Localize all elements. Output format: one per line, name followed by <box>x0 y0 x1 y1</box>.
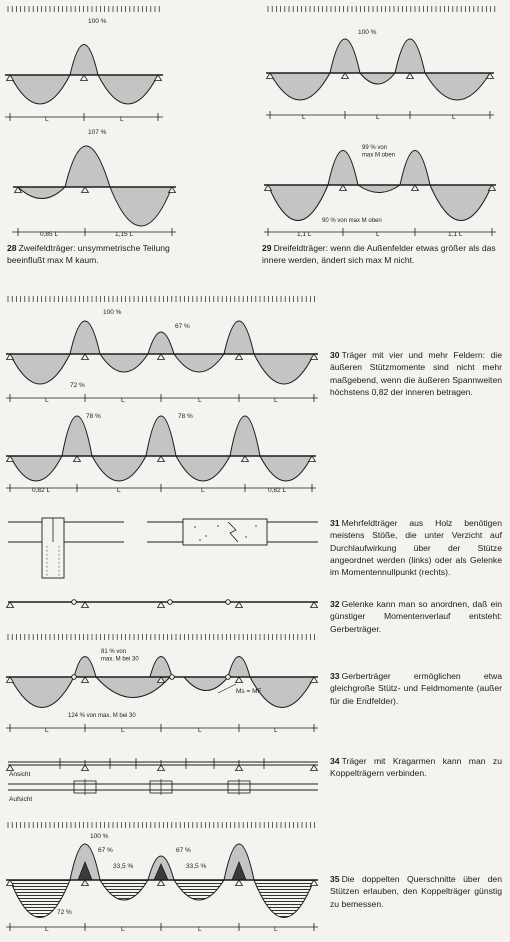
fig33-support-line-1: 81 % von <box>101 649 127 655</box>
fig28-top-span-left: L <box>45 116 49 123</box>
fig30-top-label-2: 67 % <box>175 323 190 330</box>
fig33-diagram <box>6 634 318 734</box>
fig29-bottom-span-2: L <box>376 231 380 238</box>
fig35-diagram <box>6 822 318 933</box>
fig31-caption-text: Mehrfeldträger aus Holz benötigen meistens Stöße, die unter Verzicht auf Durchlaufwirkung über der Stütze angeordnet werden (links) oder als Gelenke im Momentennullpunkt (rechts). <box>330 518 502 578</box>
fig30-bottom-span-1: 0,82 L <box>32 487 51 494</box>
support-triangle <box>158 456 165 462</box>
fig28-caption-text: Zweifeldträger: unsymmetrische Teilung beeinflußt max M kaum. <box>7 243 170 266</box>
fig30-bottom-label-1: 78 % <box>86 413 101 420</box>
fig35-caption <box>330 873 502 910</box>
support-triangle <box>236 677 243 683</box>
fig29-top-span-2: L <box>376 114 380 121</box>
fig34-number: 34 <box>330 756 340 766</box>
support-triangle <box>7 765 14 771</box>
fig35-label-5: 33,5 % <box>186 863 207 870</box>
fig29-top-dimension-line <box>266 111 494 121</box>
fig33-span-2: L <box>121 727 125 734</box>
fig34-caption <box>330 755 502 780</box>
support-triangle <box>82 187 89 193</box>
fig28-bottom-dimension-line <box>12 228 176 238</box>
fig31-number: 31 <box>330 518 340 528</box>
fig30-bottom-label-2: 78 % <box>178 413 193 420</box>
fig30-diagram <box>6 296 318 494</box>
load-arrows <box>8 822 315 828</box>
support-triangle <box>236 602 243 608</box>
fig33-caption <box>330 670 502 707</box>
fig33-span-4: L <box>274 727 278 734</box>
fig33-dimension-line <box>6 724 318 734</box>
fig28-bottom-span-left: 0,85 L <box>40 231 59 238</box>
support-triangle <box>242 456 249 462</box>
fig30-caption <box>330 349 502 398</box>
fig30-top-span-2: L <box>121 397 125 404</box>
support-triangle <box>236 765 243 771</box>
fig30-bottom-dimension-line <box>6 484 316 494</box>
fig35-label-3: 67 % <box>176 847 191 854</box>
fig29-bottom-support-line-1: 99 % von <box>362 145 388 151</box>
load-arrows <box>268 6 495 12</box>
support-triangle <box>311 602 318 608</box>
fig35-span-3: L <box>198 926 202 933</box>
fig29-caption <box>262 242 498 267</box>
fig30-bottom-moment-diagram <box>6 413 316 481</box>
fig29-top-moment-diagram <box>266 29 494 100</box>
fig28-top-moment-label: 100 % <box>88 18 107 25</box>
fig35-moment-diagram <box>6 833 318 918</box>
fig33-span-1: L <box>45 727 49 734</box>
fig28-diagram <box>5 6 176 238</box>
support-triangle <box>82 880 89 886</box>
support-triangle <box>158 765 165 771</box>
supports <box>7 602 318 608</box>
fig29-top-span-1: L <box>302 114 306 121</box>
support-triangle <box>407 73 414 79</box>
fig35-number: 35 <box>330 874 340 884</box>
fig33-moment-diagram <box>6 649 318 719</box>
fig33-caption-text: Gerberträger ermöglichen etwa gleichgroße Stütz- und Feldmomente (außer für die Endfelder). <box>330 671 502 706</box>
fig30-bottom-span-3: L <box>201 487 205 494</box>
fig29-number: 29 <box>262 243 272 253</box>
fig30-bottom-span-4: 0,82 L <box>268 487 287 494</box>
fig30-bottom-span-2: L <box>117 487 121 494</box>
fig33-field-label: 124 % von max. M bei 30 <box>68 713 136 719</box>
fig29-top-span-3: L <box>452 114 456 121</box>
load-arrows <box>8 296 315 302</box>
fig28-number: 28 <box>7 243 17 253</box>
fig33-number: 33 <box>330 671 340 681</box>
load-arrows <box>8 634 315 640</box>
support-triangle <box>311 765 318 771</box>
support-triangle <box>158 602 165 608</box>
fig34-view-label: Ansicht <box>9 771 31 778</box>
support-triangle <box>342 73 349 79</box>
support-triangle <box>236 354 243 360</box>
support-triangle <box>82 677 89 683</box>
fig29-diagram <box>264 6 496 238</box>
fig30-top-span-3: L <box>198 397 202 404</box>
fig30-caption-text: Träger mit vier und mehr Feldern: die äußeren Stützmomente sind nicht mehr maßgebend, wenn die äußeren Spannweiten höchstens 0,82 der inneren betragen. <box>330 350 502 397</box>
fig35-span-4: L <box>274 926 278 933</box>
fig34-plan-label: Aufsicht <box>9 796 33 803</box>
fig30-top-span-1: L <box>45 397 49 404</box>
fig34-diagram <box>7 758 319 803</box>
fig35-label-1: 100 % <box>90 833 109 840</box>
fig28-top-dimension-line <box>5 113 163 123</box>
fig35-label-6: 72 % <box>57 909 72 916</box>
fig30-number: 30 <box>330 350 340 360</box>
fig28-caption <box>7 242 179 267</box>
fig30-top-label-1: 100 % <box>103 309 122 316</box>
fig29-bottom-dimension-line <box>264 228 496 238</box>
support-triangle <box>158 354 165 360</box>
fig32-number: 32 <box>330 599 340 609</box>
support-triangle <box>82 354 89 360</box>
fig35-span-1: L <box>45 926 49 933</box>
fig29-bottom-support-line-2: max M oben <box>362 152 396 159</box>
fig32-diagram <box>7 600 319 608</box>
fig31-diagram <box>8 518 318 578</box>
support-triangle <box>340 185 347 191</box>
fig31-joint-over-support <box>8 518 124 578</box>
fig29-bottom-field-label: 90 % von max M oben <box>322 218 382 224</box>
fig28-top-moment-diagram <box>5 18 163 104</box>
support-triangle <box>7 602 14 608</box>
fig29-caption-text: Dreifeldträger: wenn die Außenfelder etwas größer als das innere werden, ändert sich max M nicht. <box>262 243 496 266</box>
supports <box>7 765 318 771</box>
fig35-span-2: L <box>121 926 125 933</box>
fig30-top-label-3: 72 % <box>70 382 85 389</box>
fig34-caption-text: Träger mit Kragarmen kann man zu Koppelträgern verbinden. <box>330 756 502 779</box>
fig28-bottom-span-right: 1,15 L <box>115 231 134 238</box>
fig32-caption-text: Gelenke kann man so anordnen, daß ein günstiger Momentenverlauf entsteht: Gerberträger. <box>330 599 502 634</box>
fig30-top-moment-diagram <box>6 309 318 389</box>
fig29-top-moment-label: 100 % <box>358 29 377 36</box>
support-triangle <box>412 185 419 191</box>
support-triangle <box>82 765 89 771</box>
fig30-top-span-4: L <box>274 397 278 404</box>
fig33-span-3: L <box>198 727 202 734</box>
fig29-bottom-support-label <box>362 145 395 159</box>
fig32-caption <box>330 598 502 635</box>
support-triangle <box>236 880 243 886</box>
fig33-equality-label: Ms = MF <box>236 688 262 695</box>
fig34-plan <box>8 779 318 803</box>
fig29-bottom-moment-diagram <box>264 145 496 224</box>
fig31-caption <box>330 517 502 578</box>
fig28-top-span-right: L <box>120 116 124 123</box>
fig30-top-dimension-line <box>6 394 318 404</box>
fig34-elevation <box>7 758 319 778</box>
fig35-dimension-line <box>6 923 318 933</box>
fig28-bottom-moment-label: 107 % <box>88 129 107 136</box>
fig31-hinge-joint <box>147 519 318 545</box>
load-arrows <box>8 6 159 12</box>
fig29-bottom-span-1: 1,1 L <box>297 231 312 238</box>
fig33-support-line-2: max. M bei 30 <box>101 656 139 663</box>
support-triangle <box>81 75 88 81</box>
fig35-label-4: 33,5 % <box>113 863 134 870</box>
fig35-label-2: 67 % <box>98 847 113 854</box>
fig33-support-label <box>101 649 139 663</box>
support-triangle <box>82 602 89 608</box>
fig29-bottom-span-3: 1,1 L <box>448 231 463 238</box>
support-triangle <box>158 880 165 886</box>
support-triangle <box>74 456 81 462</box>
fig28-bottom-moment-diagram <box>13 129 176 226</box>
fig35-caption-text: Die doppelten Querschnitte über den Stützen erlauben, den Koppelträger günstig zu bemessen. <box>330 874 502 909</box>
